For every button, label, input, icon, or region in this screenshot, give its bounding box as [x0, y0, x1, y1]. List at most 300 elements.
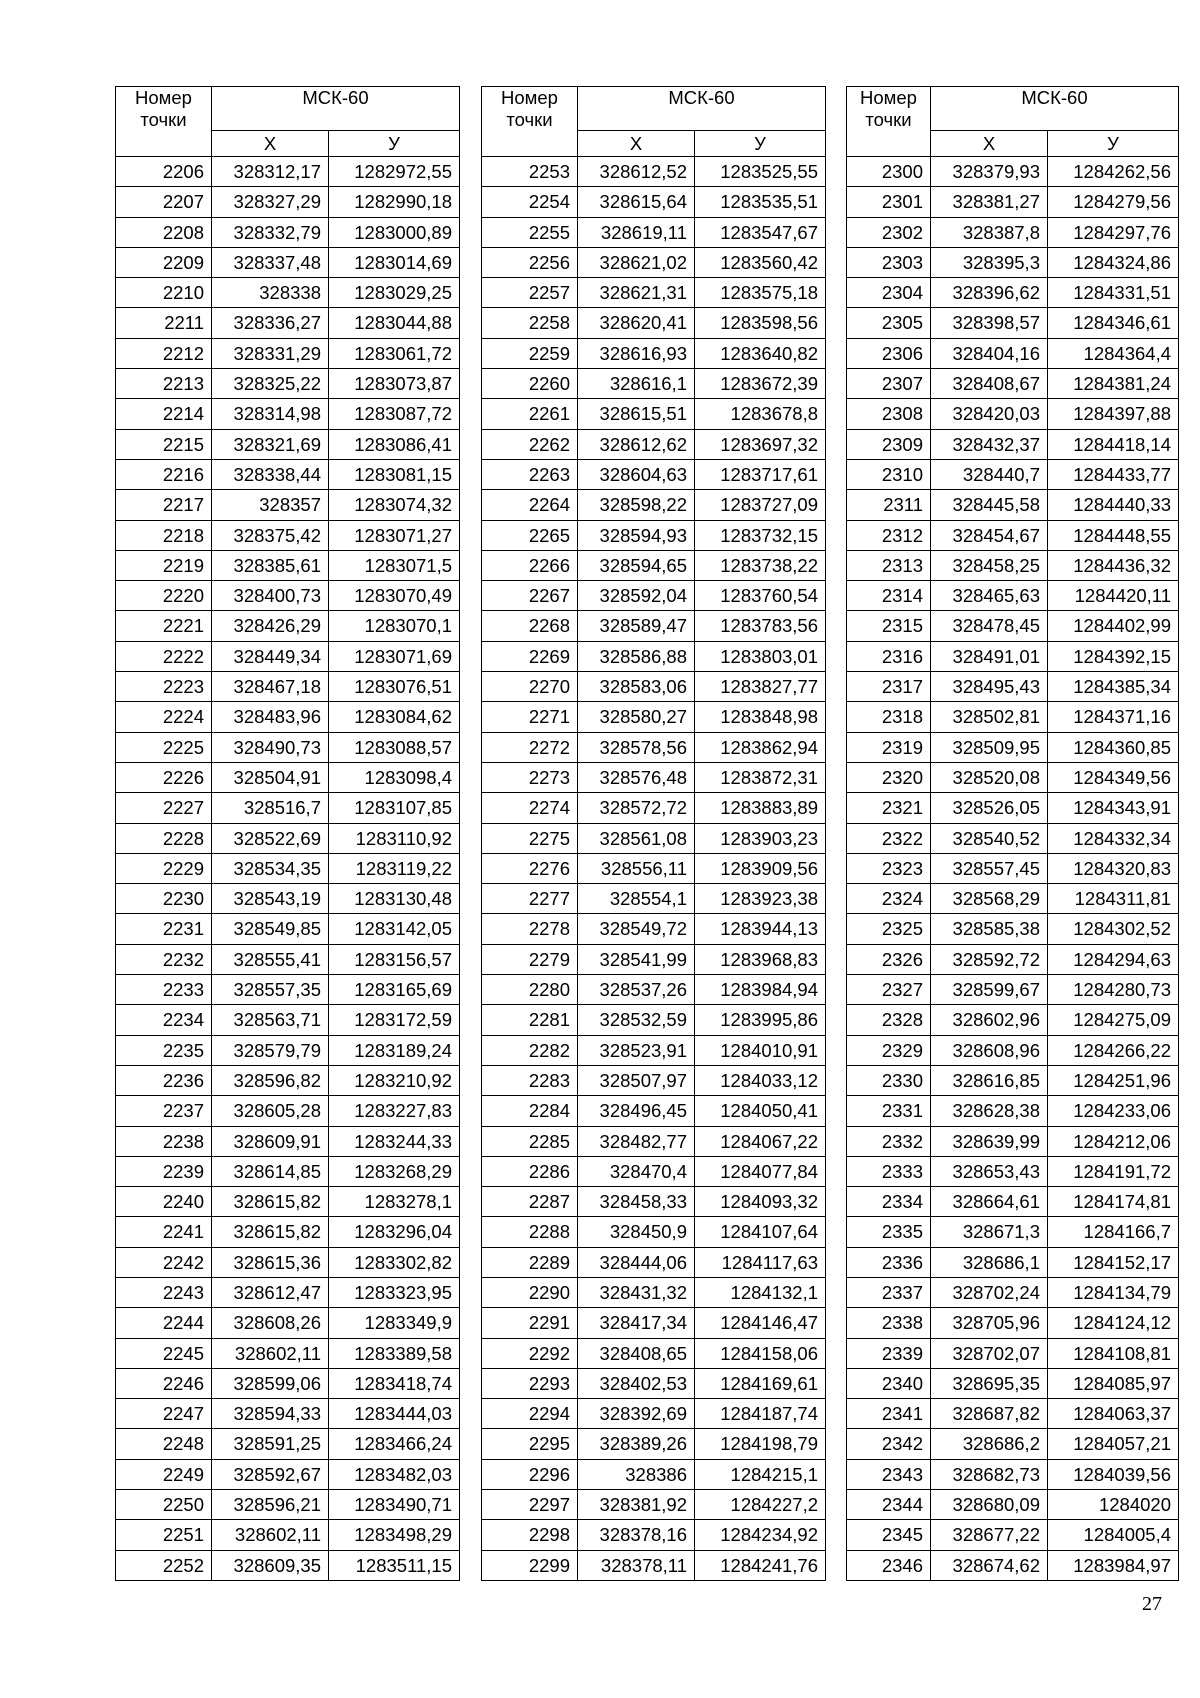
table-row [482, 581, 826, 611]
table-row [482, 399, 826, 429]
x-coordinate-cell: 328432,37 [931, 429, 1048, 459]
table-row [482, 1096, 826, 1126]
x-coordinate-cell: 328615,51 [578, 399, 695, 429]
table-row [482, 702, 826, 732]
table-row [847, 1035, 1179, 1065]
table-row [116, 1338, 460, 1368]
table-row [116, 308, 460, 338]
x-coordinate-cell: 328541,99 [578, 944, 695, 974]
table-row [847, 1096, 1179, 1126]
table-row [116, 853, 460, 883]
y-coordinate-cell: 1283227,83 [329, 1096, 460, 1126]
x-coordinate-cell: 328381,92 [578, 1490, 695, 1520]
y-coordinate-cell: 1283081,15 [329, 459, 460, 489]
table-row [847, 793, 1179, 823]
x-coordinate-cell: 328557,35 [212, 975, 329, 1005]
point-number-cell: 2209 [116, 247, 212, 277]
table-row [482, 944, 826, 974]
x-coordinate-cell: 328594,93 [578, 520, 695, 550]
y-coordinate-cell: 1284212,06 [1048, 1126, 1179, 1156]
table-row [482, 308, 826, 338]
x-coordinate-cell: 328702,24 [931, 1277, 1048, 1307]
point-number-cell: 2208 [116, 217, 212, 247]
point-number-cell: 2344 [847, 1490, 931, 1520]
y-coordinate-cell: 1284187,74 [695, 1399, 826, 1429]
y-coordinate-cell: 1284063,37 [1048, 1399, 1179, 1429]
table-row [116, 429, 460, 459]
table-row [116, 1399, 460, 1429]
y-coordinate-cell: 1284158,06 [695, 1338, 826, 1368]
table-row [847, 975, 1179, 1005]
point-number-cell: 2278 [482, 914, 578, 944]
table-row [482, 490, 826, 520]
point-number-cell: 2270 [482, 672, 578, 702]
x-coordinate-cell: 328599,06 [212, 1368, 329, 1398]
table-row [482, 1277, 826, 1307]
point-number-cell: 2234 [116, 1005, 212, 1035]
x-coordinate-cell: 328556,11 [578, 853, 695, 883]
y-coordinate-cell: 1284275,09 [1048, 1005, 1179, 1035]
y-coordinate-cell: 1283984,97 [1048, 1550, 1179, 1580]
y-coordinate-cell: 1282972,55 [329, 157, 460, 187]
y-coordinate-cell: 1283738,22 [695, 550, 826, 580]
point-number-cell: 2306 [847, 338, 931, 368]
point-number-header-line1: Номер [860, 87, 917, 108]
table-row [482, 1490, 826, 1520]
point-number-cell: 2308 [847, 399, 931, 429]
x-coordinate-cell: 328615,82 [212, 1187, 329, 1217]
x-coordinate-cell: 328687,82 [931, 1399, 1048, 1429]
point-number-cell: 2343 [847, 1459, 931, 1489]
y-coordinate-cell: 1284124,12 [1048, 1308, 1179, 1338]
y-coordinate-cell: 1283076,51 [329, 672, 460, 702]
y-coordinate-cell: 1283142,05 [329, 914, 460, 944]
point-number-cell: 2262 [482, 429, 578, 459]
table-row [482, 1550, 826, 1580]
y-coordinate-cell: 1284280,73 [1048, 975, 1179, 1005]
y-coordinate-cell: 1283086,41 [329, 429, 460, 459]
y-coordinate-cell: 1283189,24 [329, 1035, 460, 1065]
y-coordinate-cell: 1283968,83 [695, 944, 826, 974]
point-number-cell: 2245 [116, 1338, 212, 1368]
point-number-cell: 2233 [116, 975, 212, 1005]
x-coordinate-cell: 328378,11 [578, 1550, 695, 1580]
y-coordinate-cell: 1283278,1 [329, 1187, 460, 1217]
point-number-cell: 2305 [847, 308, 931, 338]
y-coordinate-cell: 1283268,29 [329, 1156, 460, 1186]
point-number-cell: 2232 [116, 944, 212, 974]
point-number-cell: 2207 [116, 187, 212, 217]
table-row [847, 490, 1179, 520]
y-coordinate-cell: 1283088,57 [329, 732, 460, 762]
point-number-cell: 2241 [116, 1217, 212, 1247]
table-row [116, 914, 460, 944]
y-column-header: У [1048, 131, 1179, 157]
y-coordinate-cell: 1284418,14 [1048, 429, 1179, 459]
point-number-cell: 2244 [116, 1308, 212, 1338]
table-row [847, 1187, 1179, 1217]
point-number-cell: 2263 [482, 459, 578, 489]
y-coordinate-cell: 1283923,38 [695, 884, 826, 914]
point-number-cell: 2251 [116, 1520, 212, 1550]
x-coordinate-cell: 328591,25 [212, 1429, 329, 1459]
x-coordinate-cell: 328628,38 [931, 1096, 1048, 1126]
table-row [116, 1368, 460, 1398]
point-number-cell: 2268 [482, 611, 578, 641]
point-number-cell: 2291 [482, 1308, 578, 1338]
table-row [847, 702, 1179, 732]
point-number-cell: 2320 [847, 762, 931, 792]
table-row [847, 157, 1179, 187]
point-number-cell: 2269 [482, 641, 578, 671]
x-coordinate-cell: 328496,45 [578, 1096, 695, 1126]
x-coordinate-cell: 328680,09 [931, 1490, 1048, 1520]
table-row [116, 1550, 460, 1580]
table-row [847, 884, 1179, 914]
y-coordinate-cell: 1284077,84 [695, 1156, 826, 1186]
x-coordinate-cell: 328523,91 [578, 1035, 695, 1065]
table-row [116, 1247, 460, 1277]
x-coordinate-cell: 328516,7 [212, 793, 329, 823]
y-coordinate-cell: 1284385,34 [1048, 672, 1179, 702]
y-coordinate-cell: 1283498,29 [329, 1520, 460, 1550]
y-coordinate-cell: 1284039,56 [1048, 1459, 1179, 1489]
y-coordinate-cell: 1283323,95 [329, 1277, 460, 1307]
x-coordinate-cell: 328561,08 [578, 823, 695, 853]
y-column-header: У [695, 131, 826, 157]
x-coordinate-cell: 328621,02 [578, 247, 695, 277]
y-coordinate-cell: 1284346,61 [1048, 308, 1179, 338]
y-coordinate-cell: 1284093,32 [695, 1187, 826, 1217]
y-coordinate-cell: 1283598,56 [695, 308, 826, 338]
x-coordinate-cell: 328695,35 [931, 1368, 1048, 1398]
table-row [116, 459, 460, 489]
x-coordinate-cell: 328337,48 [212, 247, 329, 277]
y-coordinate-cell: 1283995,86 [695, 1005, 826, 1035]
x-coordinate-cell: 328677,22 [931, 1520, 1048, 1550]
table-row [116, 1459, 460, 1489]
table-row [482, 459, 826, 489]
table-row [116, 187, 460, 217]
table-row [116, 217, 460, 247]
y-coordinate-cell: 1283903,23 [695, 823, 826, 853]
x-coordinate-cell: 328614,85 [212, 1156, 329, 1186]
y-coordinate-cell: 1283244,33 [329, 1126, 460, 1156]
point-number-cell: 2260 [482, 369, 578, 399]
table-body [482, 157, 826, 1581]
point-number-header-line1: Номер [501, 87, 558, 108]
point-number-cell: 2329 [847, 1035, 931, 1065]
point-number-cell: 2249 [116, 1459, 212, 1489]
point-number-cell: 2283 [482, 1065, 578, 1095]
x-coordinate-cell: 328450,9 [578, 1217, 695, 1247]
table-row [116, 975, 460, 1005]
y-coordinate-cell: 1284215,1 [695, 1459, 826, 1489]
table-row [847, 762, 1179, 792]
y-coordinate-cell: 1282990,18 [329, 187, 460, 217]
point-number-cell: 2304 [847, 278, 931, 308]
y-coordinate-cell: 1283511,15 [329, 1550, 460, 1580]
y-coordinate-cell: 1283482,03 [329, 1459, 460, 1489]
point-number-cell: 2297 [482, 1490, 578, 1520]
table-row [482, 429, 826, 459]
y-coordinate-cell: 1284440,33 [1048, 490, 1179, 520]
x-coordinate-cell: 328381,27 [931, 187, 1048, 217]
x-coordinate-cell: 328312,17 [212, 157, 329, 187]
point-number-cell: 2237 [116, 1096, 212, 1126]
x-coordinate-cell: 328402,53 [578, 1368, 695, 1398]
table-row [116, 369, 460, 399]
y-coordinate-cell: 1283640,82 [695, 338, 826, 368]
point-number-header-line2: точки [506, 109, 553, 130]
table-row [116, 1429, 460, 1459]
x-coordinate-cell: 328576,48 [578, 762, 695, 792]
table-row [847, 338, 1179, 368]
point-number-cell: 2272 [482, 732, 578, 762]
y-coordinate-cell: 1284320,83 [1048, 853, 1179, 883]
point-number-cell: 2266 [482, 550, 578, 580]
table-row [482, 793, 826, 823]
y-coordinate-cell: 1284107,64 [695, 1217, 826, 1247]
x-coordinate-cell: 328620,41 [578, 308, 695, 338]
point-number-cell: 2317 [847, 672, 931, 702]
table-row [482, 884, 826, 914]
x-coordinate-cell: 328321,69 [212, 429, 329, 459]
y-coordinate-cell: 1284311,81 [1048, 884, 1179, 914]
y-coordinate-cell: 1284146,47 [695, 1308, 826, 1338]
x-coordinate-cell: 328596,82 [212, 1065, 329, 1095]
table-row [482, 762, 826, 792]
y-coordinate-cell: 1283872,31 [695, 762, 826, 792]
y-coordinate-cell: 1284227,2 [695, 1490, 826, 1520]
point-number-cell: 2334 [847, 1187, 931, 1217]
x-coordinate-cell: 328616,85 [931, 1065, 1048, 1095]
point-number-cell: 2250 [116, 1490, 212, 1520]
y-coordinate-cell: 1284433,77 [1048, 459, 1179, 489]
coordinate-system-header: МСК-60 [931, 87, 1179, 131]
point-number-cell: 2282 [482, 1035, 578, 1065]
x-coordinate-cell: 328615,36 [212, 1247, 329, 1277]
y-coordinate-cell: 1283783,56 [695, 611, 826, 641]
x-coordinate-cell: 328583,06 [578, 672, 695, 702]
point-number-cell: 2259 [482, 338, 578, 368]
y-coordinate-cell: 1283883,89 [695, 793, 826, 823]
point-number-cell: 2224 [116, 702, 212, 732]
point-number-cell: 2325 [847, 914, 931, 944]
point-number-header-line2: точки [140, 109, 187, 130]
point-number-cell: 2319 [847, 732, 931, 762]
x-coordinate-cell: 328357 [212, 490, 329, 520]
table-row [482, 1217, 826, 1247]
x-coordinate-cell: 328445,58 [931, 490, 1048, 520]
point-number-cell: 2240 [116, 1187, 212, 1217]
y-coordinate-cell: 1283165,69 [329, 975, 460, 1005]
y-coordinate-cell: 1284279,56 [1048, 187, 1179, 217]
point-number-cell: 2256 [482, 247, 578, 277]
x-column-header: Х [212, 131, 329, 157]
y-coordinate-cell: 1283044,88 [329, 308, 460, 338]
table-row [482, 975, 826, 1005]
table-row [116, 581, 460, 611]
point-number-cell: 2279 [482, 944, 578, 974]
point-number-cell: 2310 [847, 459, 931, 489]
x-coordinate-cell: 328682,73 [931, 1459, 1048, 1489]
y-coordinate-cell: 1283760,54 [695, 581, 826, 611]
point-number-header [482, 87, 578, 157]
table-row [482, 1520, 826, 1550]
point-number-cell: 2309 [847, 429, 931, 459]
y-coordinate-cell: 1283727,09 [695, 490, 826, 520]
x-column-header: Х [578, 131, 695, 157]
point-number-cell: 2322 [847, 823, 931, 853]
table-row [847, 823, 1179, 853]
point-number-cell: 2289 [482, 1247, 578, 1277]
table-row [482, 187, 826, 217]
y-coordinate-cell: 1283827,77 [695, 672, 826, 702]
table-row [847, 1217, 1179, 1247]
y-coordinate-cell: 1284132,1 [695, 1277, 826, 1307]
x-coordinate-cell: 328543,19 [212, 884, 329, 914]
table-row [847, 732, 1179, 762]
y-coordinate-cell: 1284033,12 [695, 1065, 826, 1095]
point-number-cell: 2248 [116, 1429, 212, 1459]
point-number-cell: 2326 [847, 944, 931, 974]
x-coordinate-cell: 328502,81 [931, 702, 1048, 732]
x-coordinate-cell: 328594,33 [212, 1399, 329, 1429]
y-coordinate-cell: 1284134,79 [1048, 1277, 1179, 1307]
table-row [116, 490, 460, 520]
point-number-cell: 2287 [482, 1187, 578, 1217]
y-coordinate-cell: 1283071,5 [329, 550, 460, 580]
table-row [116, 1065, 460, 1095]
table-row [116, 399, 460, 429]
point-number-cell: 2212 [116, 338, 212, 368]
x-coordinate-cell: 328589,47 [578, 611, 695, 641]
table-row [482, 1338, 826, 1368]
point-number-cell: 2281 [482, 1005, 578, 1035]
coordinate-system-header: МСК-60 [578, 87, 826, 131]
x-coordinate-cell: 328385,61 [212, 550, 329, 580]
table-row [847, 1277, 1179, 1307]
point-number-cell: 2335 [847, 1217, 931, 1247]
point-number-cell: 2332 [847, 1126, 931, 1156]
table-row [847, 247, 1179, 277]
point-number-cell: 2255 [482, 217, 578, 247]
point-number-cell: 2210 [116, 278, 212, 308]
table-row [847, 641, 1179, 671]
x-coordinate-cell: 328520,08 [931, 762, 1048, 792]
y-coordinate-cell: 1284397,88 [1048, 399, 1179, 429]
point-number-cell: 2239 [116, 1156, 212, 1186]
point-number-cell: 2307 [847, 369, 931, 399]
x-coordinate-cell: 328440,7 [931, 459, 1048, 489]
point-number-cell: 2331 [847, 1096, 931, 1126]
point-number-cell: 2324 [847, 884, 931, 914]
table-row [482, 1459, 826, 1489]
table-row [116, 278, 460, 308]
x-coordinate-cell: 328490,73 [212, 732, 329, 762]
point-number-cell: 2213 [116, 369, 212, 399]
table-row [116, 1308, 460, 1338]
point-number-cell: 2285 [482, 1126, 578, 1156]
x-coordinate-cell: 328449,34 [212, 641, 329, 671]
x-coordinate-cell: 328602,11 [212, 1338, 329, 1368]
y-coordinate-cell: 1284085,97 [1048, 1368, 1179, 1398]
y-coordinate-cell: 1284420,11 [1048, 581, 1179, 611]
y-coordinate-cell: 1284234,92 [695, 1520, 826, 1550]
x-coordinate-cell: 328327,29 [212, 187, 329, 217]
point-number-cell: 2264 [482, 490, 578, 520]
y-coordinate-cell: 1283490,71 [329, 1490, 460, 1520]
y-coordinate-cell: 1283172,59 [329, 1005, 460, 1035]
table-row [482, 338, 826, 368]
x-coordinate-cell: 328338 [212, 278, 329, 308]
table-row [847, 399, 1179, 429]
point-number-cell: 2295 [482, 1429, 578, 1459]
point-number-cell: 2206 [116, 157, 212, 187]
y-coordinate-cell: 1283210,92 [329, 1065, 460, 1095]
table-row [116, 944, 460, 974]
x-coordinate-cell: 328395,3 [931, 247, 1048, 277]
y-coordinate-cell: 1283119,22 [329, 853, 460, 883]
point-number-cell: 2223 [116, 672, 212, 702]
table-row [482, 1005, 826, 1035]
table-row [116, 884, 460, 914]
y-coordinate-cell: 1283732,15 [695, 520, 826, 550]
table-row [847, 1368, 1179, 1398]
x-coordinate-cell: 328504,91 [212, 762, 329, 792]
x-coordinate-cell: 328563,71 [212, 1005, 329, 1035]
x-coordinate-cell: 328534,35 [212, 853, 329, 883]
x-coordinate-cell: 328615,64 [578, 187, 695, 217]
x-coordinate-cell: 328389,26 [578, 1429, 695, 1459]
point-number-cell: 2274 [482, 793, 578, 823]
x-coordinate-cell: 328509,95 [931, 732, 1048, 762]
x-coordinate-cell: 328705,96 [931, 1308, 1048, 1338]
table-body [116, 157, 460, 1581]
y-coordinate-cell: 1283944,13 [695, 914, 826, 944]
table-row [116, 550, 460, 580]
table-row [847, 1459, 1179, 1489]
x-coordinate-cell: 328325,22 [212, 369, 329, 399]
point-number-cell: 2275 [482, 823, 578, 853]
y-coordinate-cell: 1283909,56 [695, 853, 826, 883]
point-number-cell: 2254 [482, 187, 578, 217]
point-number-cell: 2286 [482, 1156, 578, 1186]
point-number-cell: 2242 [116, 1247, 212, 1277]
table-row [116, 1490, 460, 1520]
x-coordinate-cell: 328599,67 [931, 975, 1048, 1005]
x-coordinate-cell: 328338,44 [212, 459, 329, 489]
x-coordinate-cell: 328686,2 [931, 1429, 1048, 1459]
x-coordinate-cell: 328375,42 [212, 520, 329, 550]
x-coordinate-cell: 328467,18 [212, 672, 329, 702]
x-coordinate-cell: 328605,28 [212, 1096, 329, 1126]
point-number-cell: 2299 [482, 1550, 578, 1580]
table-row [847, 1247, 1179, 1277]
point-number-cell: 2216 [116, 459, 212, 489]
x-coordinate-cell: 328387,8 [931, 217, 1048, 247]
x-coordinate-cell: 328495,43 [931, 672, 1048, 702]
table-row [847, 1126, 1179, 1156]
y-coordinate-cell: 1283466,24 [329, 1429, 460, 1459]
x-coordinate-cell: 328585,38 [931, 914, 1048, 944]
table-row [482, 217, 826, 247]
table-row [847, 1429, 1179, 1459]
y-coordinate-cell: 1283389,58 [329, 1338, 460, 1368]
table-row [847, 944, 1179, 974]
x-coordinate-cell: 328671,3 [931, 1217, 1048, 1247]
